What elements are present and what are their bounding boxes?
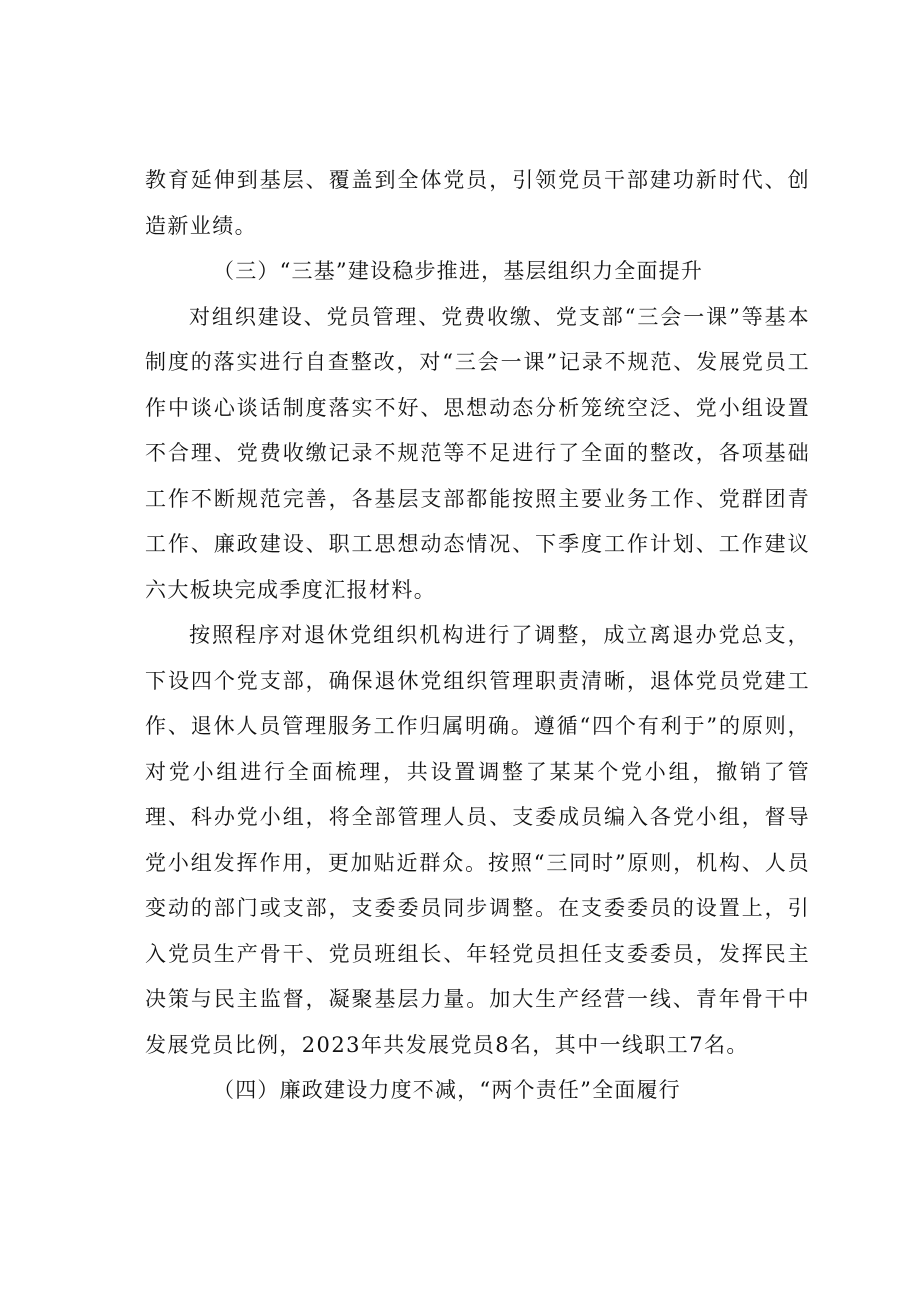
document-body xyxy=(145,158,810,1114)
paragraph-self-inspection: 对组织建设、党员管理、党费收缴、党支部“三会一课”等基本制度的落实进行自查整改，对“三会一课”记录不规范、发展党员工作中谈心谈话制度落实不好、思想动态分析笼统空泛、党小组设置不合理、党费收缴记录不规范等不足进行了全面的整改，各项基础工作不断规范完善，各基层支部都能按照主要业务工作、党群团青工作、廉政建设、职工思想动态情况、下季度工作计划、工作建议六大板块完成季度汇报材料。 xyxy=(145,304,810,602)
paragraph-reorganization: 按照程序对退休党组织机构进行了调整，成立离退办党总支，下设四个党支部，确保退休党组织管理职责清晰，退体党员党建工作、退休人员管理服务工作归属明确。遵循“四个有利于”的原则，对党小组进行全面梳理，共设置调整了某某个党小组，撤销了管理、科办党小组，将全部管理人员、支委成员编入各党小组，督导党小组发挥作用，更加贴近群众。按照“三同时”原则，机构、人员变动的部门或支部，支委委员同步调整。在支委委员的设置上，引入党员生产骨干、党员班组长、年轻党员担任支委委员，发挥民主决策与民主监督，凝聚基层力量。加大生产经营一线、青年骨干中发展党员比例，2023年共发展党员8名，其中一线职工7名。 xyxy=(145,623,810,1057)
section-heading-4: （四）廉政建设力度不减，“两个责任”全面履行 xyxy=(213,1078,681,1102)
section-heading-3: （三）“三基”建设稳步推进，基层组织力全面提升 xyxy=(213,259,704,283)
paragraph-continuation: 教育延伸到基层、覆盖到全体党员，引领党员干部建功新时代、创造新业绩。 xyxy=(145,168,810,238)
